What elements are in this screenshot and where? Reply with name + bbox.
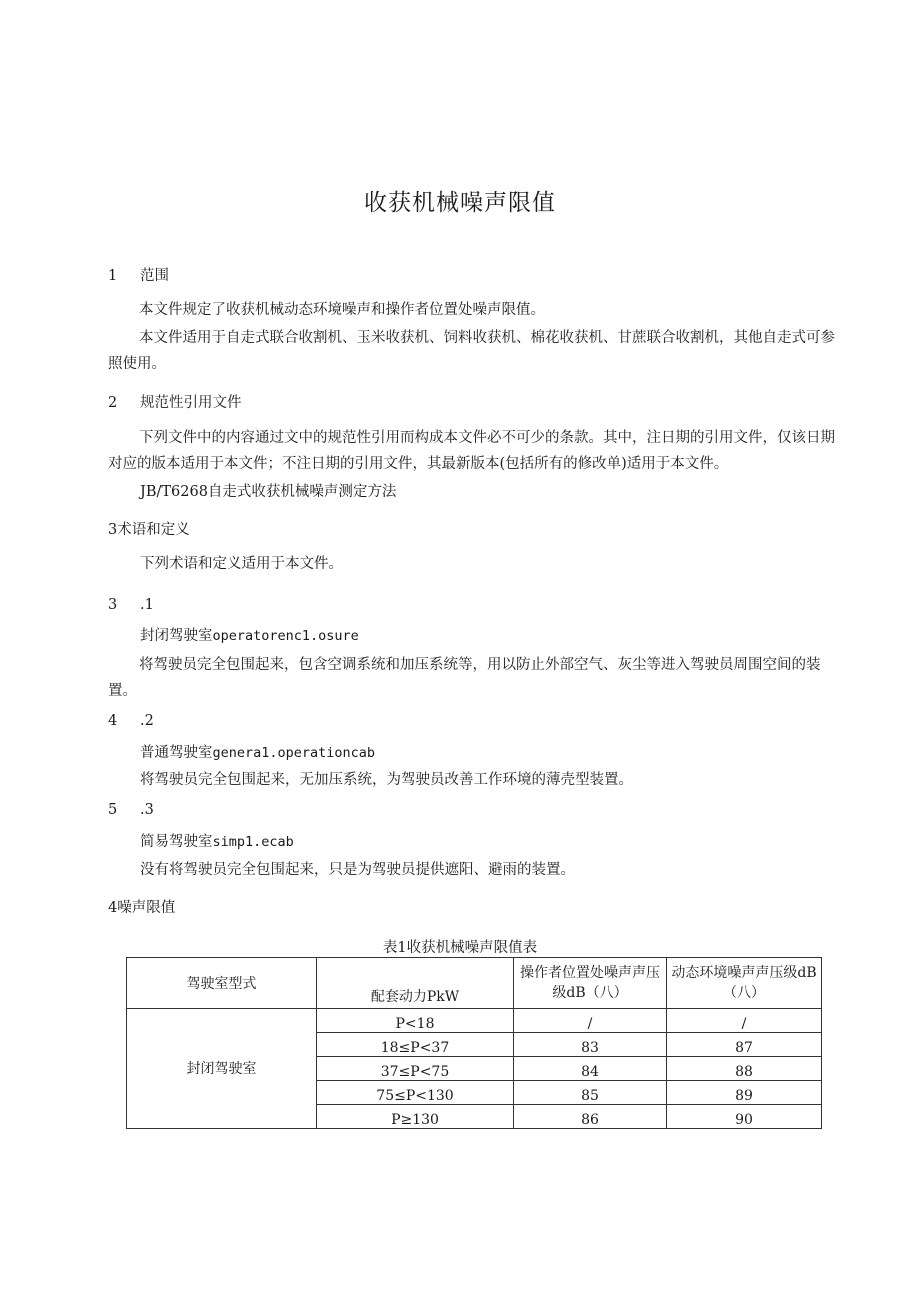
- noise-limit-table: [126, 957, 822, 1129]
- term-1-number: 3: [108, 597, 118, 613]
- term-1-name-en: operatorenc1.osure: [212, 628, 359, 644]
- env-noise-cell: /: [667, 1009, 822, 1033]
- operator-noise-cell: 84: [514, 1057, 667, 1081]
- env-noise-cell: 90: [667, 1105, 822, 1129]
- section-3-intro: 下列术语和定义适用于本文件。: [140, 556, 343, 572]
- table-row: [127, 1009, 822, 1033]
- env-noise-cell: 88: [667, 1057, 822, 1081]
- term-3-subnumber: .3: [140, 802, 154, 818]
- term-3-name-en: simp1.ecab: [212, 834, 294, 850]
- term-2-definition: 将驾驶员完全包围起来，无加压系统，为驾驶员改善工作环境的薄壳型装置。: [140, 772, 633, 788]
- document-title: 收获机械噪声限值: [364, 190, 556, 216]
- table-header-row: [127, 958, 822, 1009]
- term-1-subnumber: .1: [140, 597, 154, 613]
- section-2-heading: 规范性引用文件: [140, 395, 242, 411]
- header-cab-type: 驾驶室型式: [127, 958, 317, 1009]
- term-2-number: 4: [108, 713, 118, 729]
- operator-noise-cell: 86: [514, 1105, 667, 1129]
- power-cell: 37≤P<75: [317, 1057, 514, 1081]
- operator-noise-cell: /: [514, 1009, 667, 1033]
- section-1-paragraph-2: 本文件适用于自走式联合收割机、玉米收获机、饲料收获机、棉花收获机、甘蔗联合收割机，其他自走式可参照使用。: [108, 330, 835, 372]
- section-2-number: 2: [108, 395, 118, 411]
- term-3-name-cn: 简易驾驶室: [140, 834, 213, 850]
- table-caption: 表1收获机械噪声限值表: [382, 940, 538, 956]
- operator-noise-cell: 85: [514, 1081, 667, 1105]
- power-cell: 18≤P<37: [317, 1033, 514, 1057]
- power-cell: P<18: [317, 1009, 514, 1033]
- section-3-heading: 3术语和定义: [108, 522, 190, 538]
- header-power: 配套动力PkW: [317, 958, 514, 1009]
- header-env-noise: 动态环境噪声声压级dB（八）: [667, 958, 822, 1009]
- term-1-definition: 将驾驶员完全包围起来，包含空调系统和加压系统等，用以防止外部空气、灰尘等进入驾驶员周围空间的装置。: [108, 657, 821, 699]
- term-1-name-cn: 封闭驾驶室: [140, 628, 213, 644]
- term-3-number: 5: [108, 802, 118, 818]
- term-2-name-cn: 普通驾驶室: [140, 745, 213, 761]
- env-noise-cell: 89: [667, 1081, 822, 1105]
- power-cell: 75≤P<130: [317, 1081, 514, 1105]
- section-1-number: 1: [108, 268, 118, 284]
- cab-type-cell: 封闭驾驶室: [127, 1009, 317, 1129]
- term-2-name: [140, 743, 375, 763]
- header-operator-noise: 操作者位置处噪声声压级dB（八）: [514, 958, 667, 1009]
- section-4-heading: 4噪声限值: [108, 900, 176, 916]
- term-2-name-en: genera1.operationcab: [212, 745, 376, 761]
- normative-reference: JB/T6268自走式收获机械噪声测定方法: [140, 484, 397, 500]
- term-2-subnumber: .2: [140, 713, 154, 729]
- operator-noise-cell: 83: [514, 1033, 667, 1057]
- power-cell: P≥130: [317, 1105, 514, 1129]
- section-2-paragraph: 下列文件中的内容通过文中的规范性引用而构成本文件必不可少的条款。其中，注日期的引用文件，仅该日期对应的版本适用于本文件；不注日期的引用文件，其最新版本(包括所有的修改单)适用于本文件。: [108, 430, 835, 472]
- env-noise-cell: 87: [667, 1033, 822, 1057]
- section-1-paragraph-1: 本文件规定了收获机械动态环境噪声和操作者位置处噪声限值。: [139, 302, 545, 318]
- section-1-heading: 范围: [140, 268, 169, 284]
- term-3-name: [140, 832, 294, 852]
- term-1-name: [140, 626, 359, 646]
- term-3-definition: 没有将驾驶员完全包围起来，只是为驾驶员提供遮阳、避雨的装置。: [140, 862, 575, 878]
